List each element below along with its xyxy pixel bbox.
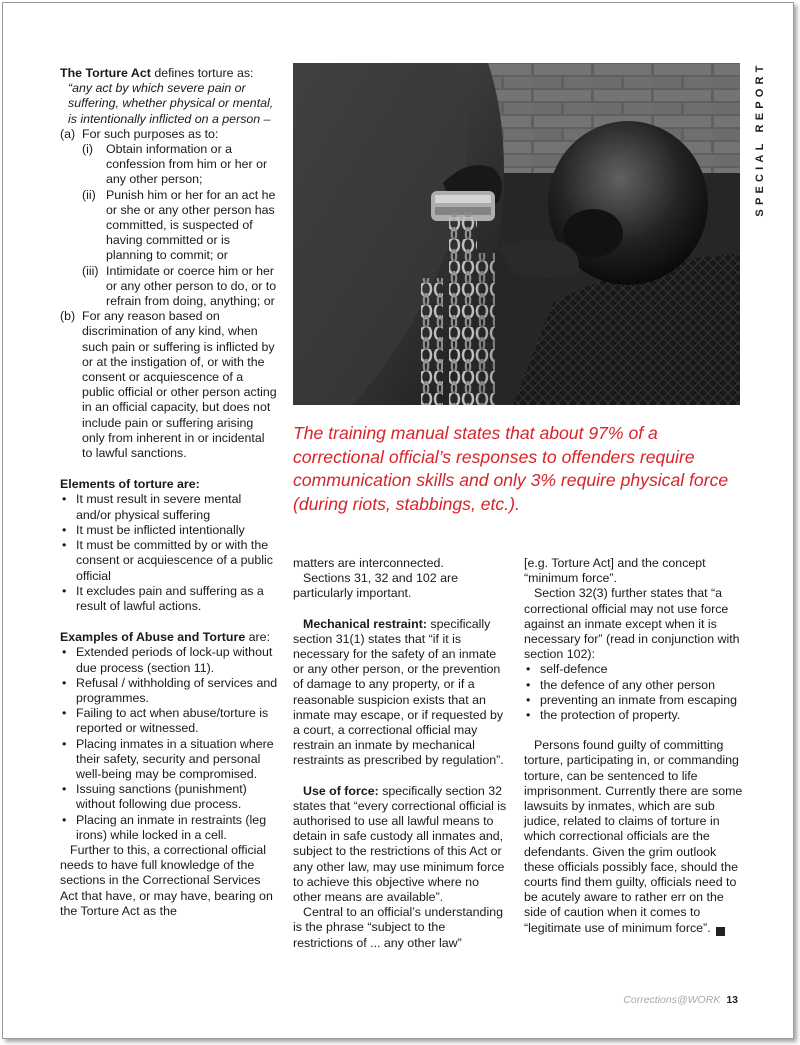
paragraph: Persons found guilty of committing torture, participating in, or commanding torture, can be sentenced to life imprisonment. Currently there are some lawsuits by inmates, which are sub judice, related to claims of torture in which correctional officials are the defendants. Given the grim outlook these officials possibly face, should the courts find them guilty, officials need to be acutely aware to rather err on the side of caution when it comes to “legitimate use of minimum force”. C	[524, 738, 743, 935]
list-item: • Issuing sanctions (punishment) without following due process.	[60, 782, 278, 812]
torture-definition-quote: “any act by which severe pain or suffering, whether physical or mental, is intentionally inflicted on a person –	[68, 81, 274, 126]
paragraph: matters are interconnected.	[293, 556, 444, 570]
end-mark-icon: C	[716, 927, 725, 936]
page-number: 13	[726, 994, 738, 1006]
list-item: • the protection of property.	[524, 708, 746, 723]
list-item: • self-defence	[524, 662, 746, 677]
left-column	[60, 66, 278, 919]
list-item: • preventing an inmate from escaping	[524, 693, 746, 708]
use-of-force-paragraph: Use of force: specifically section 32 states that “every correctional official is authorised to use all lawful means to detain in safe custody all inmates and, subject to the restrictions of this Act or any other law, may use minimum force to achieve this objective where no other means are available”.	[293, 783, 507, 905]
examples-list	[60, 645, 278, 843]
magazine-brand: Corrections@WORK	[623, 994, 721, 1006]
paragraph: Sections 31, 32 and 102 are particularly important.	[293, 571, 458, 601]
paragraph: Section 32(3) further states that “a correctional official may not use force against an inmate except when it is necessary for” (read in conjunction with section 102):	[524, 586, 740, 662]
list-item: • Failing to act when abuse/torture is reported or witnessed.	[60, 706, 278, 736]
examples-heading: Examples of Abuse and Torture are:	[60, 630, 271, 645]
torture-definition-intro: The Torture Act defines torture as:	[60, 66, 254, 80]
elements-list	[60, 492, 278, 614]
definition-subitem-iii: (iii) Intimidate or coerce him or her or any other person to do, or to refrain from doing, anything; or	[82, 263, 277, 309]
photo-illustration	[293, 63, 740, 405]
force-conditions-list	[524, 662, 746, 723]
mechanical-restraint-paragraph: Mechanical restraint: specifically section 31(1) states that “if it is necessary for the safety of an inmate or any other person, or the prevention of damage to any property, or if a reasonable suspicion exists that an inmate may escape, or if requested by a court, a correctional official may restrain an inmate by mechanical restraints as prescribed by regulation”.	[293, 616, 504, 768]
right-column	[524, 556, 746, 936]
definition-item-b: (b) For any reason based on discrimination of any kind, when such pain or suffering is inflicted by or at the instigation of, or with the consent or acquiescence of a public official or other person acting in an official capacity, but does not include pain or suffering arising only from inherent in or incidental to lawful sanctions.	[60, 309, 277, 461]
middle-column	[293, 556, 508, 951]
list-item: • the defence of any other person	[524, 678, 746, 693]
definition-subitem-ii: (ii) Punish him or her for an act he or she or any other person has committed, is suspected of having committed or is planning to commit; or	[82, 187, 276, 263]
list-item: • It must be committed by or with the consent or acquiescence of a public official	[60, 538, 278, 584]
elements-heading: Elements of torture are:	[60, 477, 200, 492]
page-footer	[623, 994, 738, 1006]
list-item: • It excludes pain and suffering as a result of lawful actions.	[60, 584, 278, 614]
paragraph: [e.g. Torture Act] and the concept “minimum force”.	[524, 556, 706, 586]
closing-paragraph: Further to this, a correctional official needs to have full knowledge of the sections in the Correctional Services Act that have, or may have, bearing on the Torture Act as the	[60, 842, 273, 918]
list-item: • It must result in severe mental and/or physical suffering	[60, 492, 278, 522]
list-item: • Extended periods of lock-up without due process (section 11).	[60, 645, 278, 675]
paragraph: Central to an official’s understanding is the phrase “subject to the restrictions of ... any other law”	[293, 905, 503, 950]
definition-item-a: (a) For such purposes as to:	[60, 126, 219, 141]
list-item: • Refusal / withholding of services and programmes.	[60, 676, 278, 706]
list-item: • Placing inmates in a situation where their safety, security and personal well-being may be compromised.	[60, 737, 278, 783]
handcuffs-photo	[293, 63, 740, 405]
definition-subitem-i: (i) Obtain information or a confession from him or her or any other person;	[82, 142, 268, 187]
list-item: • It must be inflicted intentionally	[60, 523, 278, 538]
list-item: • Placing an inmate in restraints (leg irons) while locked in a cell.	[60, 813, 278, 843]
section-tag: SPECIAL REPORT	[754, 61, 766, 217]
pull-quote: The training manual states that about 97% of a correctional official’s responses to offenders require communication skills and only 3% require physical force (during riots, stabbings, etc.).	[293, 423, 729, 514]
